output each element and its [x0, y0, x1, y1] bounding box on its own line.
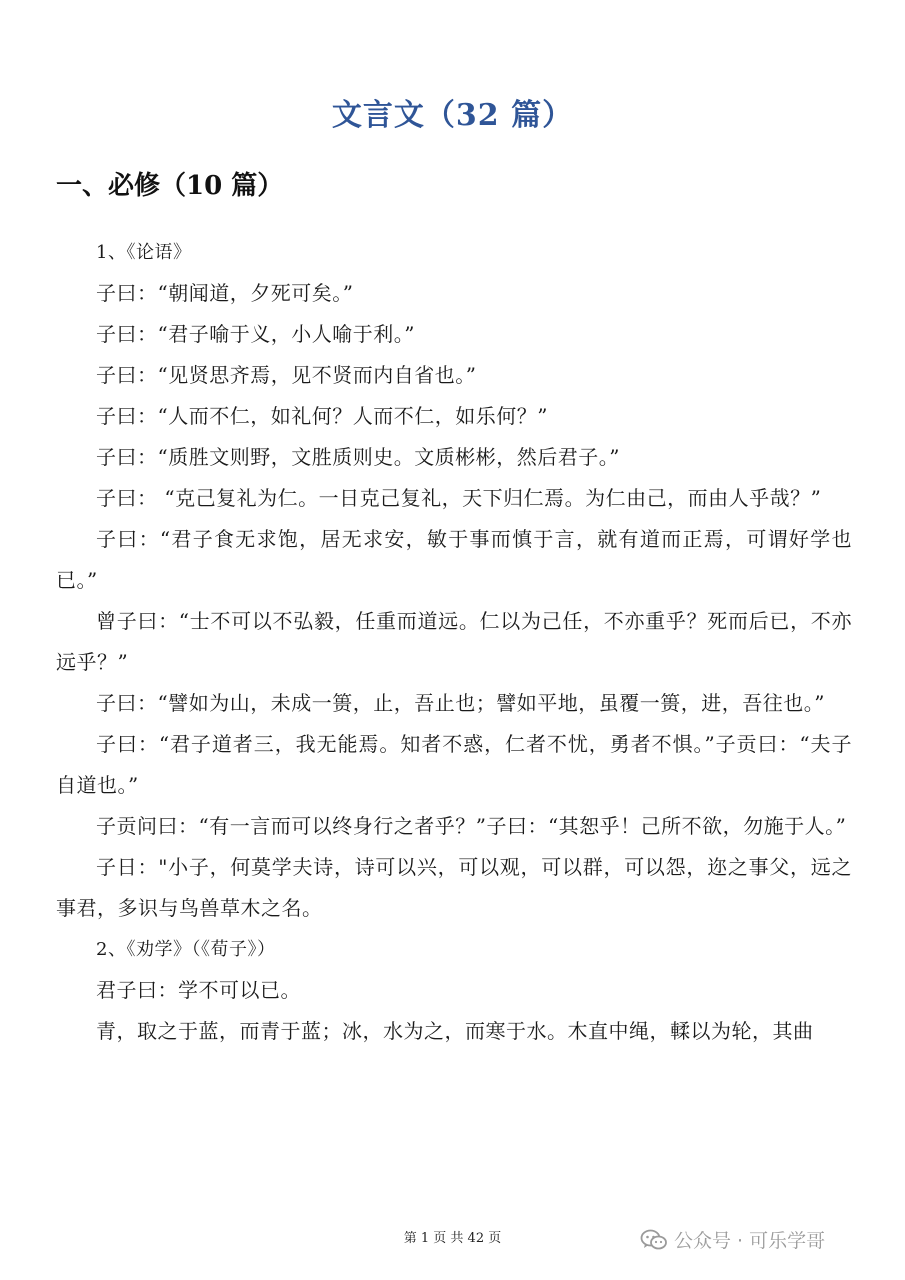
paragraph: 子日："小子，何莫学夫诗，诗可以兴，可以观，可以群，可以怨，迩之事父，远之事君，多识与鸟兽草木之名。 — [56, 855, 852, 920]
paragraph: 子贡问曰：“有一言而可以终身行之者乎？”子曰：“其恕乎！己所不欲，勿施于人。” — [96, 814, 847, 838]
document-title: 文言文（32 篇） — [331, 98, 574, 133]
paragraph: 子曰：“君子食无求饱，居无求安，敏于事而慎于言，就有道而正焉，可谓好学也已。” — [56, 527, 852, 592]
paragraph: 子曰： “克己复礼为仁。一日克己复礼，天下归仁焉。为仁由己，而由人乎哉？” — [96, 486, 822, 510]
paragraph: 曾子曰：“士不可以不弘毅，任重而道远。仁以为己任，不亦重乎？死而后已，不亦远乎？” — [56, 609, 852, 674]
document-body — [56, 232, 852, 1052]
watermark-text: 公众号 · 可乐学哥 — [674, 1230, 826, 1252]
paragraph: 子曰：“君子喻于义，小人喻于利。” — [96, 322, 415, 346]
paragraph: 青，取之于蓝，而青于蓝；冰，水为之，而寒于水。木直中绳，輮以为轮，其曲 — [96, 1019, 814, 1043]
watermark — [640, 1226, 825, 1253]
paragraph: 子曰：“君子道者三，我无能焉。知者不惑，仁者不忧，勇者不惧。”子贡曰：“夫子自道也。” — [56, 732, 852, 797]
wechat-icon — [640, 1228, 668, 1252]
paragraph: 子曰：“质胜文则野，文胜质则史。文质彬彬，然后君子。” — [96, 445, 620, 469]
paragraph: 子曰：“人而不仁，如礼何？人而不仁，如乐何？” — [96, 404, 548, 428]
paragraph: 君子曰：学不可以已。 — [96, 978, 301, 1002]
paragraph: 子曰：“朝闻道，夕死可矣。” — [96, 281, 354, 305]
paragraph: 子曰：“譬如为山，未成一篑，止，吾止也；譬如平地，虽覆一篑，进，吾往也。” — [96, 691, 825, 715]
chapter-heading: 2、《劝学》（《荀子》） — [96, 939, 276, 960]
page-footer: 第 1 页 共 42 页 — [403, 1231, 502, 1246]
paragraph: 子曰：“见贤思齐焉，见不贤而内自省也。” — [96, 363, 477, 387]
section-heading: 一、必修（10 篇） — [56, 171, 284, 201]
chapter-heading: 1、《论语》 — [96, 242, 192, 263]
